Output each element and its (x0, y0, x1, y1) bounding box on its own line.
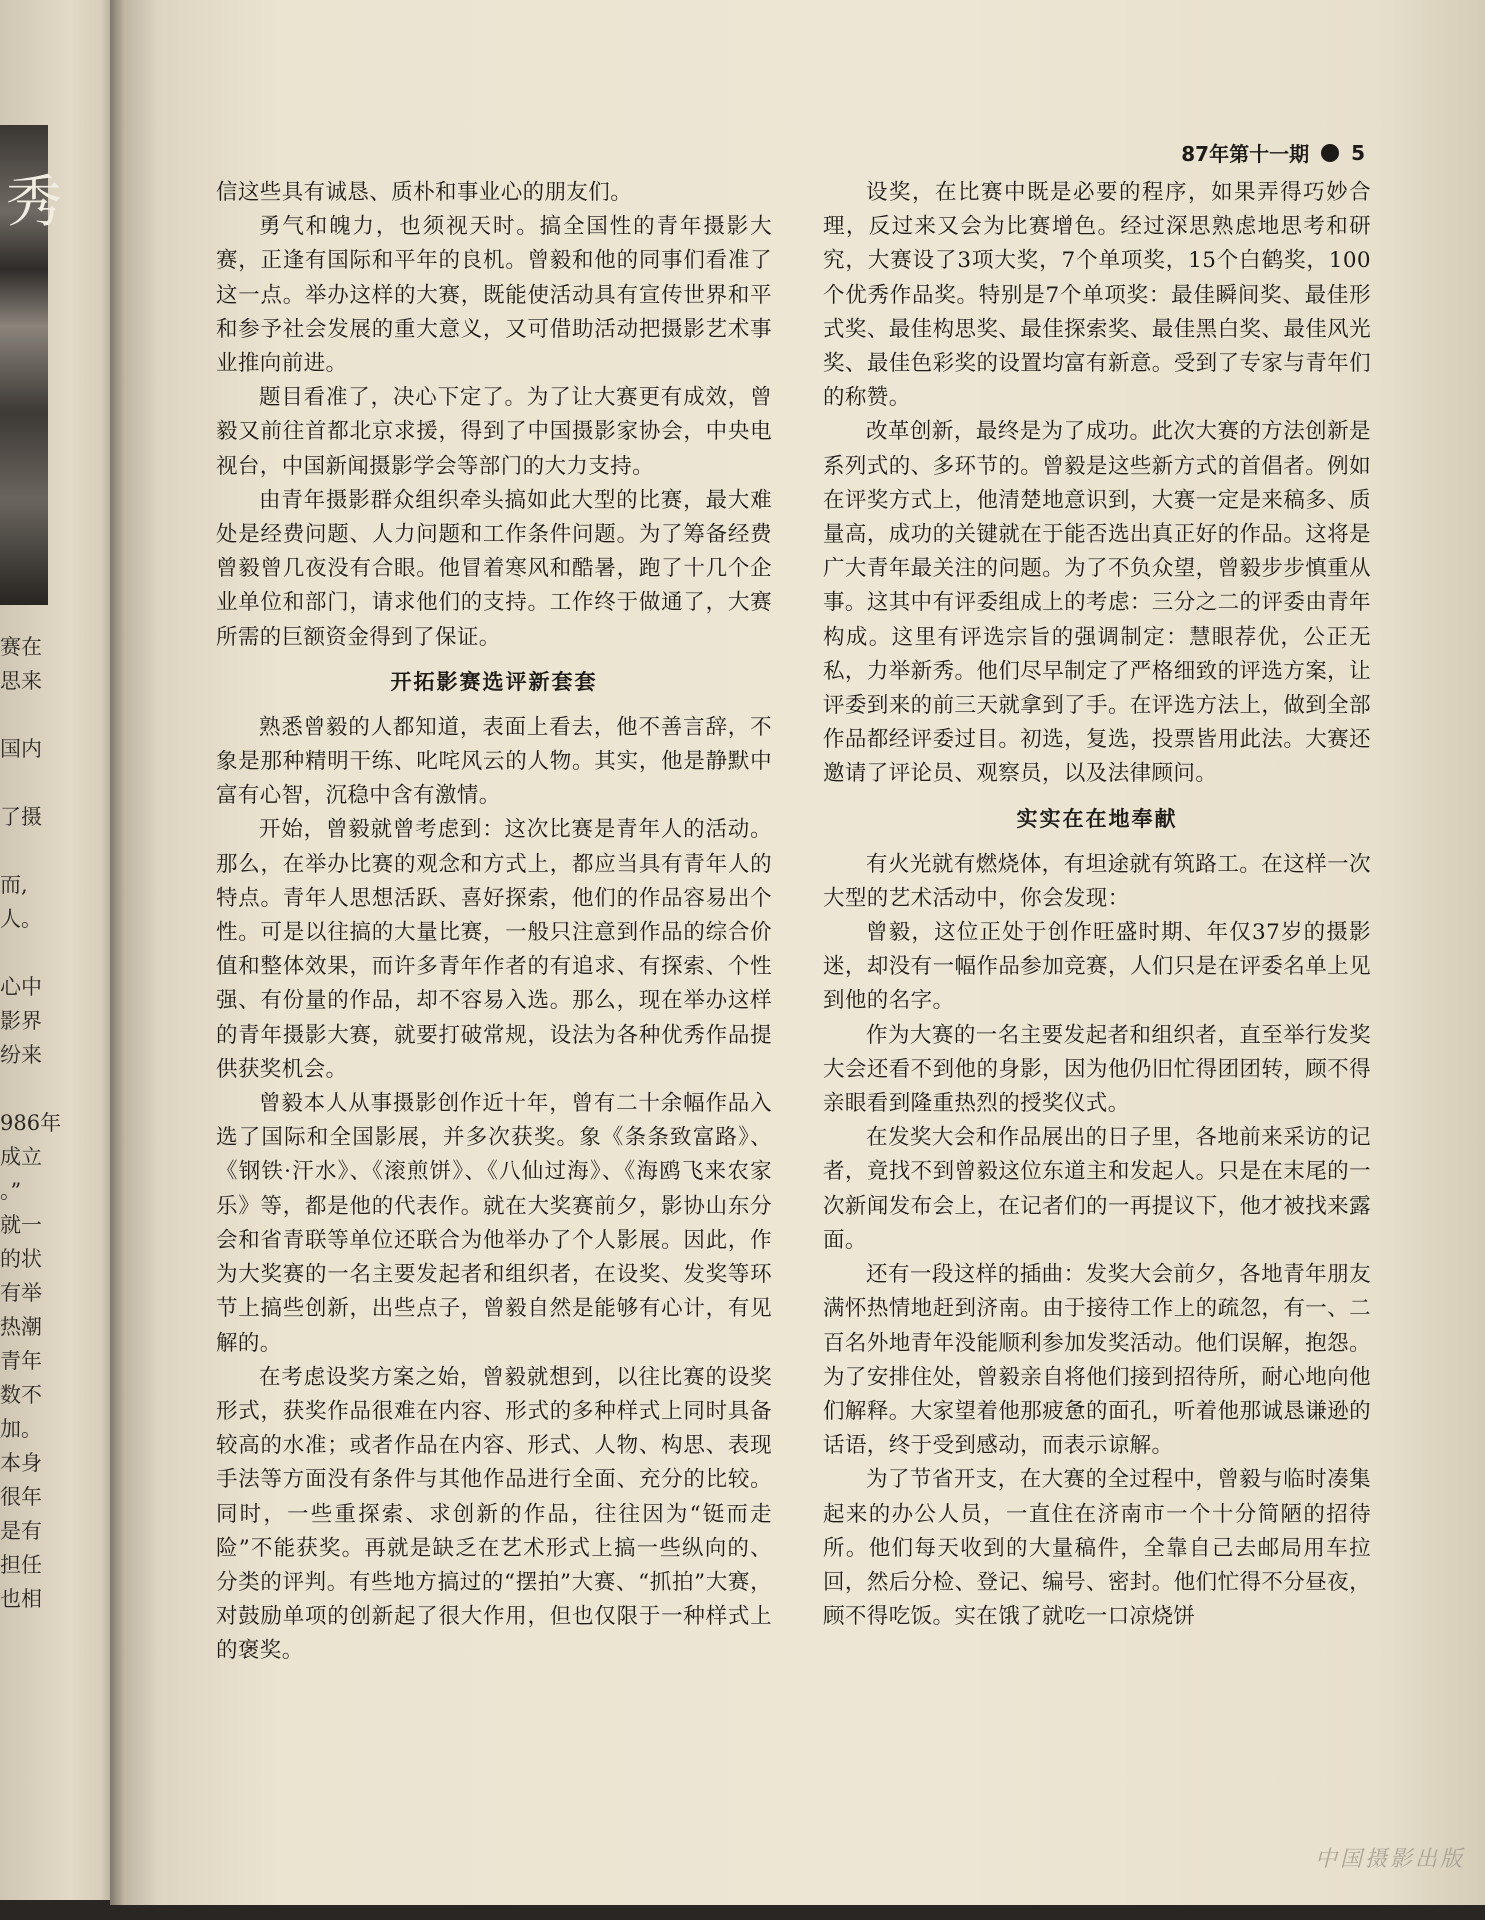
paragraph: 为了节省开支，在大赛的全过程中，曾毅与临时凑集起来的办公人员，一直住在济南市一个十分简陋的招待所。他们每天收到的大量稿件，全靠自己去邮局用车拉回，然后分检、登记、编号、密封。他们忙得不分昼夜，顾不得吃饭。实在饿了就吃一口凉烧饼 (823, 1467, 1371, 1630)
paragraph: 在考虑设奖方案之始，曾毅就想到，以往比赛的设奖形式，获奖作品很难在内容、形式的多种样式上同时具备较高的水准；或者作品在内容、形式、人物、构思、表现手法等方面没有条件与其他作品进行全面、充分的比较。同时，一些重探索、求创新的作品，往往因为“铤而走险”不能获奖。再就是缺乏在艺术形式上搞一些纵向的、分类的评判。有些地方搞过的“摆拍”大赛、“抓拍”大赛，对鼓励单项的创新起了很大作用，但也仅限于一种样式上的褒奖。 (216, 1364, 772, 1664)
watermark: 中国摄影出版 (1314, 1847, 1465, 1872)
previous-page-fragment: 有举 (0, 1281, 42, 1305)
previous-page-fragment (0, 698, 118, 732)
previous-page-fragment: 加。 (0, 1417, 42, 1441)
previous-page-fragment: 就一 (0, 1213, 42, 1237)
previous-page-fragment: 担任 (0, 1553, 42, 1577)
previous-page-text-fragments (0, 630, 118, 1616)
previous-page-fragment: 的状 (0, 1247, 42, 1271)
paragraph: 在发奖大会和作品展出的日子里，各地前来采访的记者，竟找不到曾毅这位东道主和发起人。只是在末尾的一次新闻发布会上，在记者们的一再提议下，他才被找来露面。 (823, 1125, 1371, 1253)
previous-page-fragment: 赛在 (0, 635, 42, 659)
paragraph: 曾毅，这位正处于创作旺盛时期、年仅37岁的摄影迷，却没有一幅作品参加竞赛，人们只是在评委名单上见到他的名字。 (823, 920, 1371, 1014)
paragraph: 勇气和魄力，也须视天时。搞全国性的青年摄影大赛，正逢有国际和平年的良机。曾毅和他的同事们看准了这一点。举办这样的大赛，既能使活动具有宣传世界和平和参予社会发展的重大意义，又可借助活动把摄影艺术事业推向前进。 (216, 214, 772, 377)
previous-page-fragment (0, 1072, 118, 1106)
previous-page-fragment: 也相 (0, 1587, 42, 1611)
previous-page-fragment (0, 834, 118, 868)
page-header (1181, 138, 1365, 167)
paragraph: 题目看准了，决心下定了。为了让大赛更有成效，曾毅又前往首都北京求援，得到了中国摄影家协会，中央电视台，中国新闻摄影学会等部门的大力支持。 (216, 385, 772, 479)
paragraph: 开始，曾毅就曾考虑到：这次比赛是青年人的活动。那么，在举办比赛的观念和方式上，都应当具有青年人的特点。青年人思想活跃、喜好探索，他们的作品容易出个性。可是以往搞的大量比赛，一般只注意到作品的综合价值和整体效果，而许多青年作者的有追求、有探索、个性强、有份量的作品，却不容易入选。那么，现在举办这样的青年摄影大赛，就要打破常规，设法为各种优秀作品提供获奖机会。 (216, 817, 772, 1082)
previous-page-fragment: 。” (0, 1179, 22, 1203)
previous-page-fragment: 是有 (0, 1519, 42, 1543)
previous-page-fragment: 国内 (0, 737, 42, 761)
bullet-icon (1321, 144, 1339, 162)
section-heading: 实实在在地奉献 (1016, 806, 1178, 831)
paragraph: 信这些具有诚恳、质朴和事业心的朋友们。 (216, 180, 633, 205)
paragraph: 改革创新，最终是为了成功。此次大赛的方法创新是系列式的、多环节的。曾毅是这些新方式的首倡者。例如在评奖方式上，他清楚地意识到，大赛一定是来稿多、质量高，成功的关键就在于能否选出真正好的作品。这将是广大青年最关注的问题。为了不负众望，曾毅步步慎重从事。这其中有评委组成上的考虑：三分之二的评委由青年构成。这里有评选宗旨的强调制定：慧眼荐优，公正无私，力举新秀。他们尽早制定了严格细致的评选方案，让评委到来的前三天就拿到了手。在评选方法上，做到全部作品都经评委过目。初选，复选，投票皆用此法。大赛还邀请了评论员、观察员，以及法律顾问。 (823, 419, 1371, 787)
previous-page-edge (0, 0, 118, 1900)
magazine-page (118, 0, 1485, 1905)
previous-page-fragment: 纷来 (0, 1043, 42, 1067)
previous-page-fragment: 心中 (0, 975, 42, 999)
previous-page-photo-text: 秀 (6, 170, 62, 235)
previous-page-fragment: 热潮 (0, 1315, 42, 1339)
paragraph: 设奖，在比赛中既是必要的程序，如果弄得巧妙合理，反过来又会为比赛增色。经过深思熟虑地思考和研究，大赛设了3项大奖，7个单项奖，15个白鹤奖，100个优秀作品奖。特别是7个单项奖：最佳瞬间奖、最佳形式奖、最佳构思奖、最佳探索奖、最佳黑白奖、最佳风光奖、最佳色彩奖的设置均富有新意。受到了专家与青年们的称赞。 (823, 180, 1371, 411)
page-number: 5 (1351, 140, 1365, 165)
previous-page-fragment (0, 766, 118, 800)
previous-page-fragment: 本身 (0, 1451, 42, 1475)
paragraph: 有火光就有燃烧体，有坦途就有筑路工。在这样一次大型的艺术活动中，你会发现： (823, 851, 1371, 911)
previous-page-fragment (0, 936, 118, 970)
paragraph: 曾毅本人从事摄影创作近十年，曾有二十余幅作品入选了国际和全国影展，并多次获奖。象《条条致富路》、《钢铁·汗水》、《滚煎饼》、《八仙过海》、《海鸥飞来农家乐》等，都是他的代表作。就在大奖赛前夕，影协山东分会和省青联等单位还联合为他举办了个人影展。因此，作为大奖赛的一名主要发起者和组织者，在设奖、发奖等环节上搞些创新，出些点子，曾毅自然是能够有心计，有见解的。 (216, 1091, 772, 1356)
previous-page-fragment: 而, (0, 873, 28, 897)
section-heading: 开拓影赛选评新套套 (390, 669, 598, 694)
paragraph: 由青年摄影群众组织牵头搞如此大型的比赛，最大难处是经费问题、人力问题和工作条件问题。为了筹备经费曾毅曾几夜没有合眼。他冒着寒风和酷暑，跑了十几个企业单位和部门，请求他们的支持。工作终于做通了，大赛所需的巨额资金得到了保证。 (216, 487, 772, 650)
previous-page-fragment: 了摄 (0, 805, 42, 829)
paragraph: 作为大赛的一名主要发起者和组织者，直至举行发奖大会还看不到他的身影，因为他仍旧忙得团团转，顾不得亲眼看到隆重热烈的授奖仪式。 (823, 1022, 1371, 1117)
article-column-right (823, 176, 1371, 1634)
previous-page-fragment: 986年 (0, 1111, 62, 1135)
previous-page-fragment: 很年 (0, 1485, 42, 1509)
paragraph: 还有一段这样的插曲：发奖大会前夕，各地青年朋友满怀热情地赶到济南。由于接待工作上的疏忽，有一、二百名外地青年没能顺利参加发奖活动。他们误解，抱怨。为了安排住处，曾毅亲自将他们接到招待所，耐心地向他们解释。大家望着他那疲惫的面孔，听着他那诚恳谦逊的话语，终于受到感动，而表示谅解。 (823, 1262, 1371, 1459)
previous-page-fragment: 思来 (0, 669, 42, 693)
article-column-left (216, 176, 772, 1669)
issue-label: 87年第十一期 (1181, 142, 1310, 166)
previous-page-fragment: 青年 (0, 1349, 42, 1373)
previous-page-fragment: 影界 (0, 1009, 42, 1033)
paragraph: 熟悉曾毅的人都知道，表面上看去，他不善言辞，不象是那种精明干练、叱咤风云的人物。其实，他是静默中富有心智，沉稳中含有激情。 (216, 714, 772, 809)
previous-page-fragment: 数不 (0, 1383, 42, 1407)
binding-spine (110, 0, 126, 1905)
previous-page-fragment: 人。 (0, 907, 42, 931)
previous-page-fragment: 成立 (0, 1145, 42, 1169)
